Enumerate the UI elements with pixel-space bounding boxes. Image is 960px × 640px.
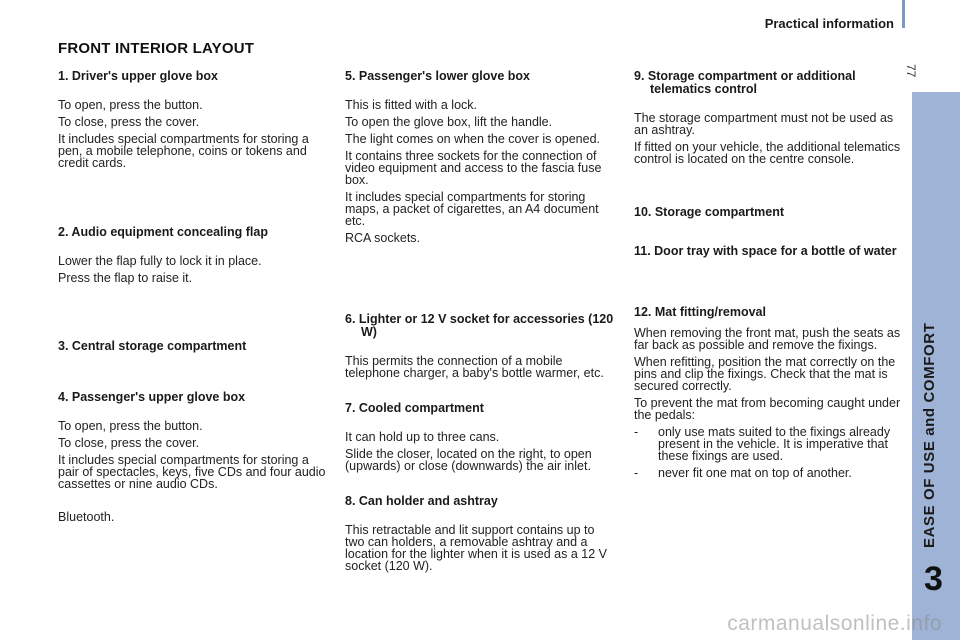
- section-2: [58, 226, 326, 289]
- chapter-number: 3: [924, 560, 943, 598]
- section-7: [345, 402, 617, 477]
- section-paragraph: Slide the closer, located on the right, to open (upwards) or close (downwards) the air inlet.: [345, 447, 592, 473]
- section-paragraph: Lower the flap fully to lock it in place.: [58, 254, 262, 268]
- section-5: [345, 70, 617, 249]
- section-paragraph: It contains three sockets for the connection of video equipment and access to the fascia fuse box.: [345, 149, 602, 187]
- page-title: FRONT INTERIOR LAYOUT: [58, 40, 255, 57]
- section-8: [345, 495, 617, 577]
- section-paragraph: To close, press the cover.: [58, 115, 200, 129]
- section-paragraph: It includes special compartments for storing maps, a packet of cigarettes, an A4 document etc.: [345, 190, 599, 228]
- section-paragraph: To open, press the button.: [58, 98, 203, 112]
- section-paragraph: If fitted on your vehicle, the additional telematics control is located on the centre console.: [634, 140, 901, 166]
- running-header: Practical information: [764, 16, 894, 31]
- section-heading: 12. Mat fitting/removal: [634, 305, 766, 319]
- section-paragraph: It includes special compartments for storing a pair of spectacles, keys, five CDs and four audio cassettes or nine audio CDs.: [58, 453, 326, 491]
- list-item-text: only use mats suited to the fixings already present in the vehicle. It is imperative that these fixings are used.: [658, 425, 891, 463]
- watermark: carmanualsonline.info: [727, 612, 942, 635]
- section-paragraph: This permits the connection of a mobile telephone charger, a baby's bottle warmer, etc.: [345, 354, 604, 380]
- section-6: [345, 313, 617, 384]
- section-heading: 7. Cooled compartment: [345, 401, 484, 415]
- section-heading: 9. Storage compartment or additional telematics control: [634, 69, 856, 96]
- section-paragraph: When removing the front mat, push the seats as far back as possible and remove the fixings.: [634, 326, 901, 352]
- list-item-text: never fit one mat on top of another.: [658, 466, 852, 480]
- section-paragraph: To close, press the cover.: [58, 436, 200, 450]
- section-paragraph: It can hold up to three cans.: [345, 430, 500, 444]
- section-12: [634, 306, 902, 484]
- section-paragraph: It includes special compartments for storing a pen, a mobile telephone, coins or tokens and credit cards.: [58, 132, 309, 170]
- section-heading: 5. Passenger's lower glove box: [345, 69, 530, 83]
- bullet-marker: -: [634, 466, 639, 480]
- section-paragraph: This is fitted with a lock.: [345, 98, 477, 112]
- list-item: [634, 467, 902, 479]
- section-10: [634, 206, 902, 235]
- list-item: [634, 426, 902, 462]
- page-number: 77: [904, 64, 918, 78]
- section-paragraph: To open, press the button.: [58, 419, 203, 433]
- header-divider: [902, 0, 905, 28]
- section-paragraph: The light comes on when the cover is opened.: [345, 132, 601, 146]
- section-paragraph: This retractable and lit support contains up to two can holders, a removable ashtray and a location for the lighter when it is used as a 12 V socket (120 W).: [345, 523, 607, 573]
- section-9: [634, 70, 902, 170]
- section-heading: 10. Storage compartment: [634, 205, 785, 219]
- section-paragraph: The storage compartment must not be used as an ashtray.: [634, 111, 894, 137]
- section-1: [58, 70, 326, 174]
- bullet-list: [634, 426, 902, 479]
- chapter-side-label: EASE OF USE and COMFORT: [921, 322, 938, 548]
- section-paragraph: RCA sockets.: [345, 231, 421, 245]
- section-paragraph: Bluetooth.: [58, 510, 115, 524]
- section-3: [58, 340, 326, 369]
- section-heading: 1. Driver's upper glove box: [58, 69, 218, 83]
- section-paragraph: To open the glove box, lift the handle.: [345, 115, 553, 129]
- section-heading: 4. Passenger's upper glove box: [58, 390, 246, 404]
- section-4: [58, 391, 326, 528]
- section-heading: 11. Door tray with space for a bottle of water: [634, 244, 897, 258]
- section-11: [634, 245, 902, 274]
- bullet-marker: -: [634, 425, 639, 439]
- section-paragraph: When refitting, position the mat correctly on the pins and clip the fixings. Check that the mat is secured correctly.: [634, 355, 896, 393]
- section-paragraph: Press the flap to raise it.: [58, 271, 193, 285]
- section-heading: 2. Audio equipment concealing flap: [58, 225, 268, 239]
- section-paragraph: To prevent the mat from becoming caught under the pedals:: [634, 396, 901, 422]
- section-heading: 3. Central storage compartment: [58, 339, 247, 353]
- section-heading: 8. Can holder and ashtray: [345, 494, 498, 508]
- section-heading: 6. Lighter or 12 V socket for accessories (120 W): [345, 312, 614, 339]
